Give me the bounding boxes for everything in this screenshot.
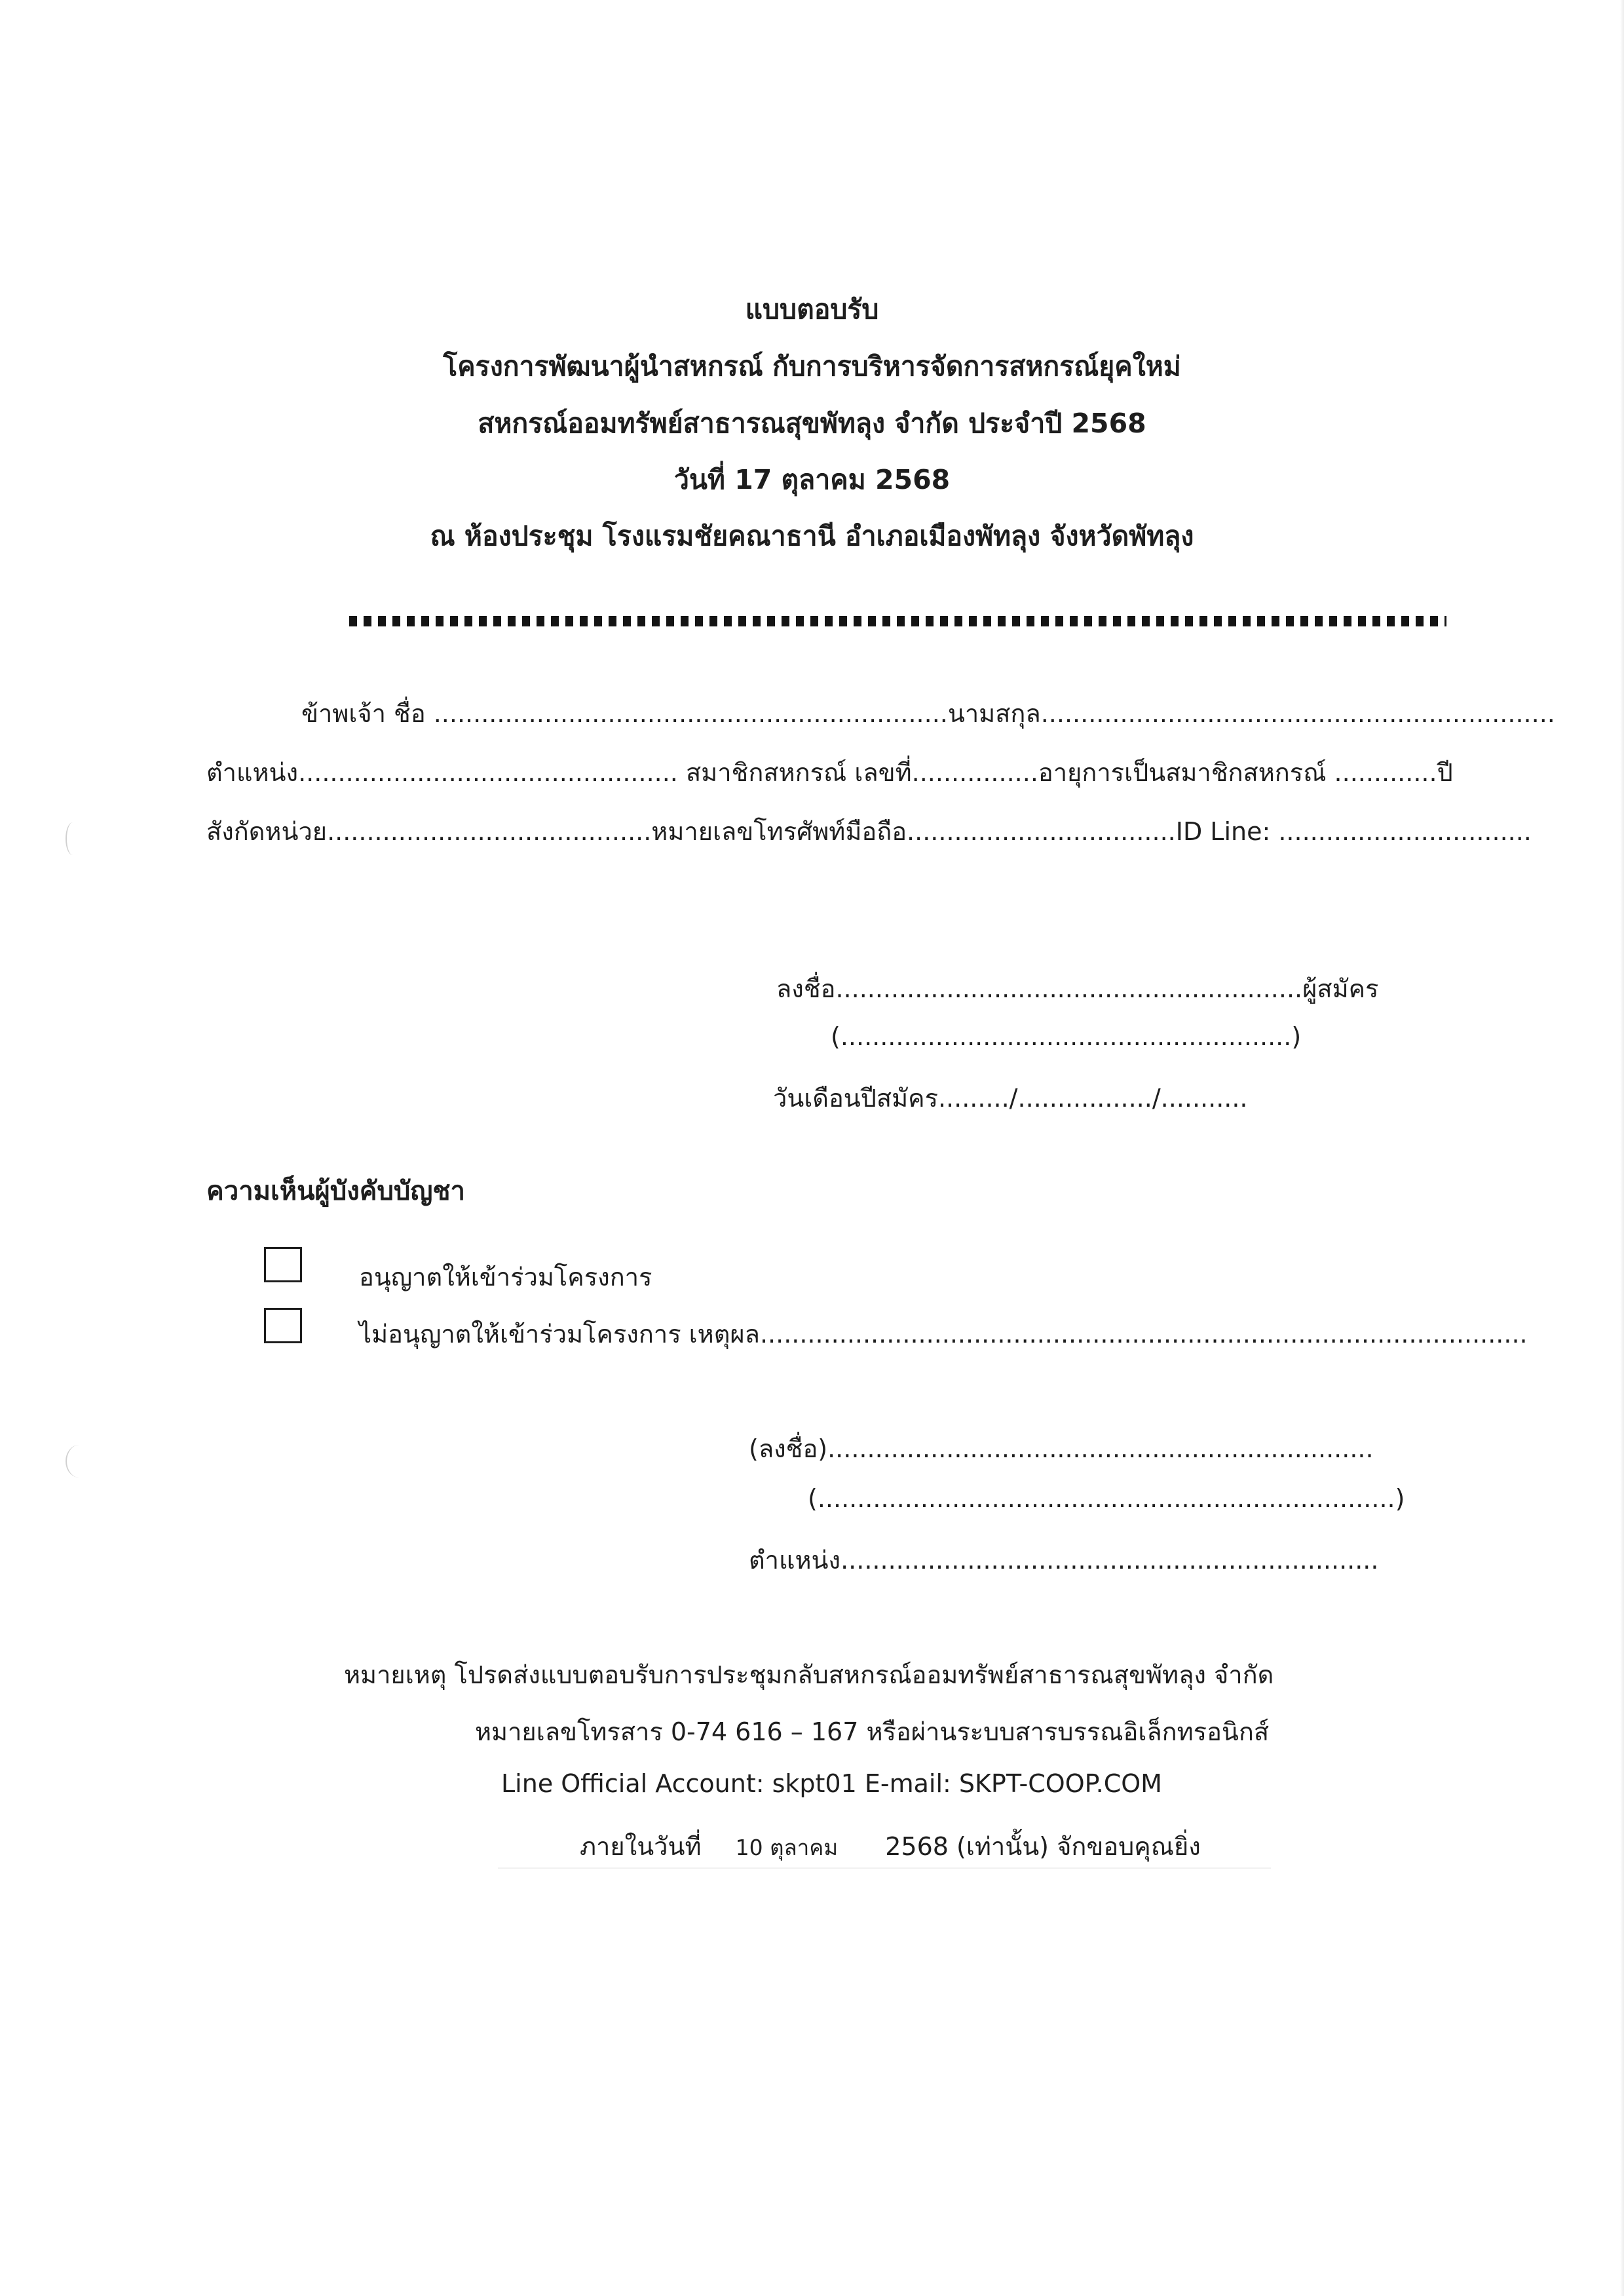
deadline-prefix: ภายในวันที่ — [580, 1832, 702, 1861]
punch-hole-mark-bottom — [66, 1445, 93, 1478]
form-title: แบบตอบรับ — [745, 294, 879, 325]
supervisor-opinion-heading: ความเห็นผู้บังคับบัญชา — [206, 1176, 466, 1206]
deny-checkbox[interactable] — [264, 1308, 302, 1343]
note-fax-line: หมายเลขโทรสาร 0-74 616 – 167 หรือผ่านระบบสารบรรณอิเล็กทรอนิกส์ — [475, 1717, 1270, 1746]
event-venue: ณ ห้องประชุม โรงแรมชัยคณาธานี อำเภอเมืองพัทลุง จังหวัดพัทลุง — [430, 520, 1194, 552]
dotted-separator — [349, 616, 1446, 626]
applicant-printed-name-line[interactable]: (.........................................................) — [831, 1022, 1302, 1051]
allow-checkbox[interactable] — [264, 1247, 302, 1282]
supervisor-printed-name-line[interactable]: (.........................................................................) — [808, 1484, 1405, 1513]
applicant-name-row[interactable]: ข้าพเจ้า ชื่อ .................................................................นามสกุล................................................................. — [301, 699, 1555, 728]
event-date: วันที่ 17 ตุลาคม 2568 — [673, 464, 951, 495]
scan-edge-shadow — [1620, 0, 1624, 2296]
supervisor-sign-line[interactable]: (ลงชื่อ)..................................................................... — [749, 1434, 1374, 1463]
supervisor-position-line[interactable]: ตำแหน่ง.................................................................... — [749, 1546, 1379, 1575]
note-line-1: หมายเหตุ โปรดส่งแบบตอบรับการประชุมกลับสหกรณ์ออมทรัพย์สาธารณสุขพัทลุง จำกัด — [344, 1660, 1274, 1689]
punch-hole-mark-top — [66, 822, 80, 855]
deny-option-label[interactable]: ไม่อนุญาตให้เข้าร่วมโครงการ เหตุผล................................................................................................. — [359, 1320, 1528, 1349]
note-deadline-line — [580, 1826, 1201, 1866]
project-name: โครงการพัฒนาผู้นำสหกรณ์ กับการบริหารจัดการสหกรณ์ยุคใหม่ — [443, 351, 1181, 382]
faint-rule — [498, 1867, 1271, 1869]
deadline-date: 10 ตุลาคม — [735, 1835, 839, 1860]
applicant-position-row[interactable]: ตำแหน่ง................................................ สมาชิกสหกรณ์ เลขที่................อายุการเป็นสมาชิกสหกรณ์ .............ปี — [206, 758, 1453, 787]
note-contact-line: Line Official Account: skpt01 E-mail: SKPT-COOP.COM — [501, 1769, 1162, 1798]
allow-option-label: อนุญาตให้เข้าร่วมโครงการ — [359, 1263, 652, 1292]
applicant-unit-row[interactable]: สังกัดหน่วย.........................................หมายเลขโทรศัพท์มือถือ..................................ID Line: ................................ — [206, 817, 1532, 846]
applicant-sign-line[interactable]: ลงชื่อ...........................................................ผู้สมัคร — [776, 974, 1379, 1003]
application-date-line[interactable]: วันเดือนปีสมัคร........./................./........... — [773, 1084, 1248, 1113]
organization-line: สหกรณ์ออมทรัพย์สาธารณสุขพัทลุง จำกัด ประจำปี 2568 — [478, 408, 1146, 439]
deadline-suffix: 2568 (เท่านั้น) จักขอบคุณยิ่ง — [885, 1832, 1201, 1861]
